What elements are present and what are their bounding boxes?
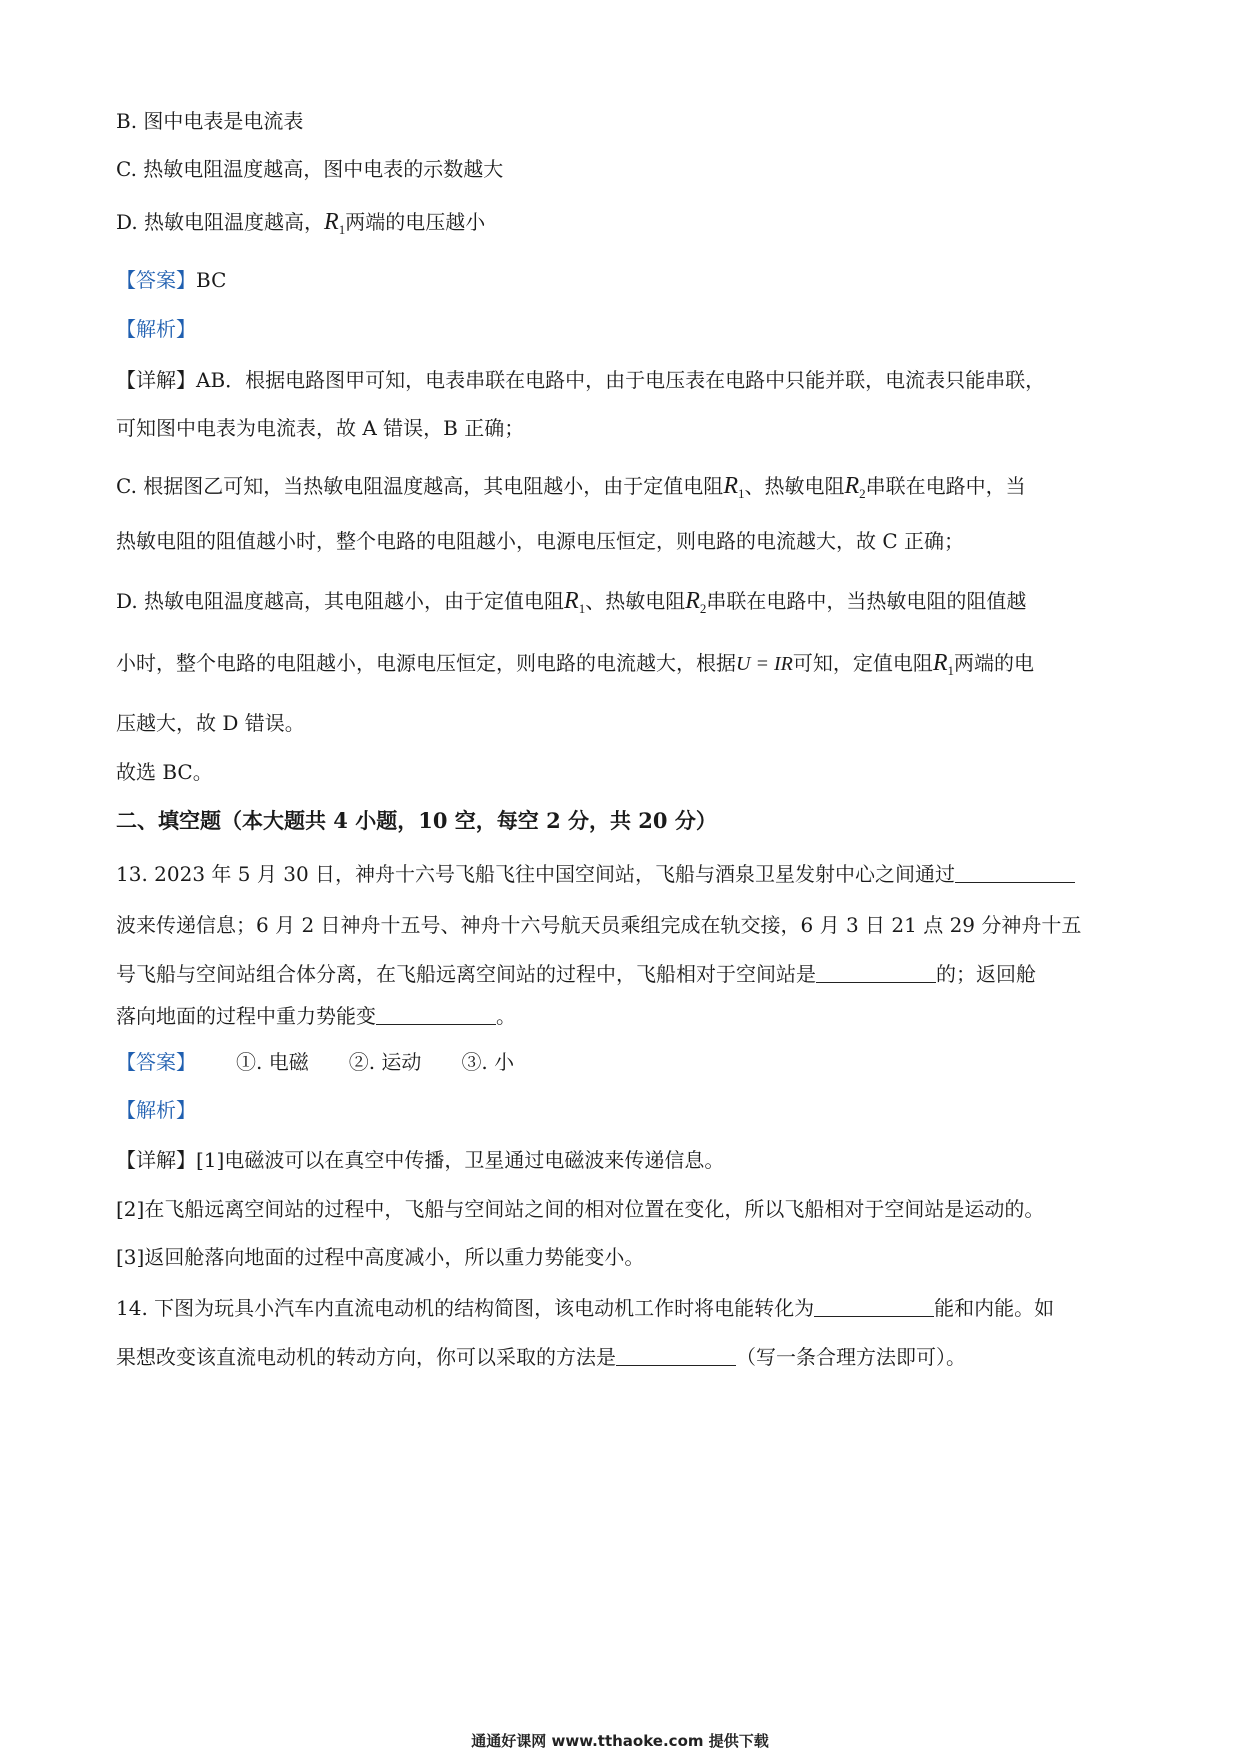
- var-r1: $R_1$: [564, 588, 586, 616]
- formula: U = IR: [736, 653, 793, 675]
- q12-detail-d2: 小时，整个电路的电阻越小，电源电压恒定，则电路的电流越大，根据U = IR可知，定值电阻$R_1$两端的电: [116, 650, 1034, 678]
- q12-detail-c1: C. 根据图乙可知，当热敏电阻温度越高，其电阻越小，由于定值电阻$R_1$、热敏电阻$R_2$串联在电路中，当: [116, 473, 1026, 501]
- blank-5: [616, 1347, 736, 1366]
- var-r1: $R_1$: [723, 473, 745, 501]
- option-c: C. 热敏电阻温度越高，图中电表的示数越大: [116, 157, 504, 181]
- q13-detail-3: [3]返回舱落向地面的过程中高度减小，所以重力势能变小。: [116, 1245, 645, 1269]
- q13-analysis-label: 【解析】: [116, 1098, 196, 1122]
- var-r2: $R_2$: [685, 588, 707, 616]
- q14-line1: 14. 下图为玩具小汽车内直流电动机的结构简图，该电动机工作时将电能转化为 能和内能。如: [116, 1296, 1055, 1320]
- section2-title: 二、填空题（本大题共 4 小题，10 空，每空 2 分，共 20 分）: [116, 808, 717, 833]
- q12-analysis-label: 【解析】: [116, 317, 196, 341]
- blank-4: [814, 1298, 934, 1317]
- blank-1: [955, 864, 1075, 883]
- q12-detail-c2: 热敏电阻的阻值越小时，整个电路的电阻越小，电源电压恒定，则电路的电流越大，故 C 正确；: [116, 529, 965, 553]
- var-r2: $R_2$: [844, 473, 866, 501]
- q12-detail-d1: D. 热敏电阻温度越高，其电阻越小，由于定值电阻$R_1$、热敏电阻$R_2$串联在电路中，当热敏电阻的阻值越: [116, 588, 1027, 616]
- blank-3: [376, 1006, 496, 1025]
- q12-final: 故选 BC。: [116, 760, 213, 784]
- q14-line2: 果想改变该直流电动机的转动方向，你可以采取的方法是 （写一条合理方法即可）。: [116, 1345, 966, 1369]
- q13-detail-1: 【详解】[1]电磁波可以在真空中传播，卫星通过电磁波来传递信息。: [116, 1148, 725, 1172]
- q13-line4: 落向地面的过程中重力势能变 。: [116, 1004, 516, 1028]
- blank-2: [816, 964, 936, 983]
- q12-answer: 【答案】BC: [116, 268, 227, 292]
- option-b: B. 图中电表是电流表: [116, 109, 304, 133]
- q13-answer: 【答案】 ①. 电磁 ②. 运动 ③. 小: [116, 1050, 515, 1074]
- option-d: D. 热敏电阻温度越高，$R_1$两端的电压越小: [116, 209, 486, 237]
- var-r1: $R_1$: [932, 650, 954, 678]
- q13-line3: 号飞船与空间站组合体分离，在飞船远离空间站的过程中，飞船相对于空间站是 的；返回舱: [116, 962, 1036, 986]
- var-r1: $R_1$: [324, 209, 346, 237]
- q13-line2: 波来传递信息；6 月 2 日神舟十五号、神舟十六号航天员乘组完成在轨交接，6 月 3 日 21 点 29 分神舟十五: [116, 913, 1082, 937]
- q12-detail-d3: 压越大，故 D 错误。: [116, 711, 305, 735]
- q13-detail-2: [2]在飞船远离空间站的过程中，飞船与空间站之间的相对位置在变化，所以飞船相对于空间站是运动的。: [116, 1197, 1045, 1221]
- q12-detail-line2: 可知图中电表为电流表，故 A 错误，B 正确；: [116, 416, 525, 440]
- q12-detail-line1: 【详解】AB．根据电路图甲可知，电表串联在电路中，由于电压表在电路中只能并联，电流表只能串联，: [116, 368, 1046, 392]
- page-footer: 通通好课网 www.tthaoke.com 提供下载: [471, 1732, 769, 1750]
- q13-line1: 13. 2023 年 5 月 30 日，神舟十六号飞船飞往中国空间站，飞船与酒泉卫星发射中心之间通过: [116, 862, 1075, 886]
